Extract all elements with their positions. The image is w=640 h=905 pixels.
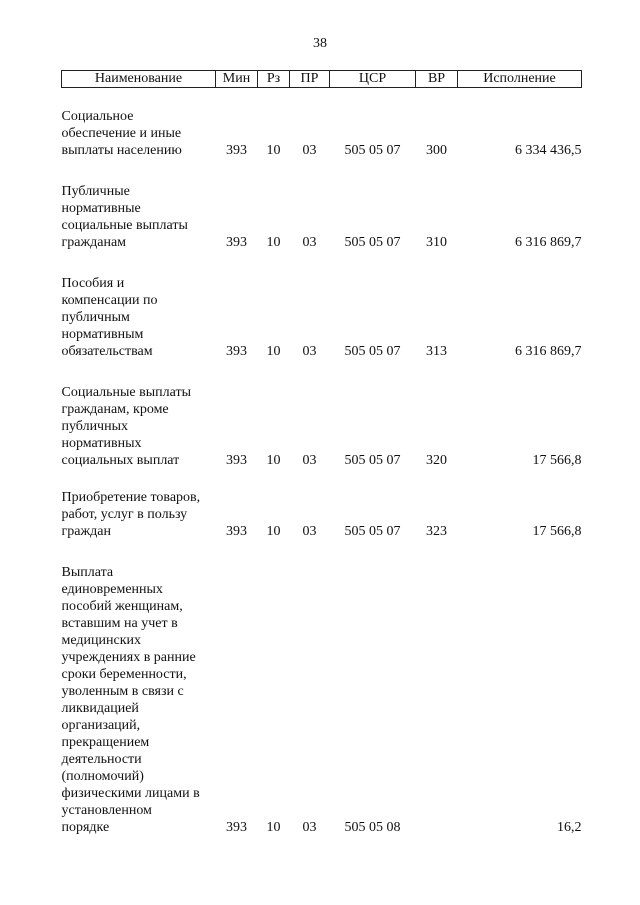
row-csr: 505 05 07 [344, 143, 401, 158]
table-row [62, 564, 582, 836]
row-exec: 6 316 869,7 [515, 235, 582, 250]
row-name: Выплата единовременных пособий женщинам, вставшим на учет в медицинских учреждениях в ранние сроки беременности, уволенным в связи с ликвидацией организаций, прекращением деятельности (полномочий) физическими лицами в установленном порядке [61, 565, 200, 835]
row-vr: 310 [426, 235, 447, 250]
row-exec: 16,2 [557, 820, 582, 835]
row-pr: 03 [302, 235, 317, 250]
row-min: 393 [226, 524, 247, 539]
row-min: 393 [226, 344, 247, 359]
row-name: Социальные выплаты гражданам, кроме публичных нормативных социальных выплат [61, 385, 192, 468]
row-spacer [62, 159, 582, 183]
row-min: 393 [226, 143, 247, 158]
row-spacer [62, 251, 582, 275]
row-name: Приобретение товаров, работ, услуг в пользу граждан [61, 490, 201, 539]
row-min: 393 [226, 820, 247, 835]
table-row [62, 275, 582, 360]
budget-table [61, 70, 582, 836]
row-rz: 10 [266, 524, 281, 539]
row-spacer-cell [62, 360, 582, 384]
row-csr: 505 05 07 [344, 235, 401, 250]
header-rz: Рз [258, 71, 290, 88]
row-spacer [62, 88, 582, 109]
header-min: Мин [216, 71, 258, 88]
row-rz: 10 [266, 453, 281, 468]
row-spacer [62, 540, 582, 564]
row-csr: 505 05 08 [344, 820, 401, 835]
row-spacer-cell [62, 251, 582, 275]
row-vr: 320 [426, 453, 447, 468]
row-spacer-cell [62, 88, 582, 109]
row-pr: 03 [302, 820, 317, 835]
row-name: Пособия и компенсации по публичным нормативным обязательствам [61, 276, 158, 359]
row-name: Публичные нормативные социальные выплаты гражданам [61, 184, 188, 250]
table-row [62, 108, 582, 159]
row-pr: 03 [302, 143, 317, 158]
row-name: Социальное обеспечение и иные выплаты населению [61, 109, 182, 158]
row-pr: 03 [302, 453, 317, 468]
row-csr: 505 05 07 [344, 453, 401, 468]
row-pr: 03 [302, 344, 317, 359]
row-vr: 300 [426, 143, 447, 158]
row-csr: 505 05 07 [344, 524, 401, 539]
row-spacer [62, 360, 582, 384]
row-spacer [62, 469, 582, 489]
header-exec: Исполнение [458, 71, 582, 88]
row-min: 393 [226, 453, 247, 468]
row-pr: 03 [302, 524, 317, 539]
row-csr: 505 05 07 [344, 344, 401, 359]
row-rz: 10 [266, 820, 281, 835]
row-vr: 313 [426, 344, 447, 359]
row-spacer-cell [62, 540, 582, 564]
row-spacer-cell [62, 159, 582, 183]
row-exec: 17 566,8 [532, 524, 582, 539]
header-vr: ВР [416, 71, 458, 88]
row-spacer-cell [62, 469, 582, 489]
row-exec: 6 334 436,5 [515, 143, 582, 158]
header-csr: ЦСР [330, 71, 416, 88]
header-name: Наименование [62, 71, 216, 88]
table-header [62, 71, 582, 88]
row-min: 393 [226, 235, 247, 250]
row-rz: 10 [266, 344, 281, 359]
table-row [62, 489, 582, 540]
row-rz: 10 [266, 143, 281, 158]
header-row [62, 71, 582, 88]
row-vr [416, 564, 458, 836]
table-row [62, 183, 582, 251]
row-exec: 6 316 869,7 [515, 344, 582, 359]
table-row [62, 384, 582, 469]
row-rz: 10 [266, 235, 281, 250]
row-vr: 323 [426, 524, 447, 539]
page-number: 38 [313, 36, 327, 51]
header-pr: ПР [290, 71, 330, 88]
table-body [62, 88, 582, 837]
row-exec: 17 566,8 [532, 453, 582, 468]
